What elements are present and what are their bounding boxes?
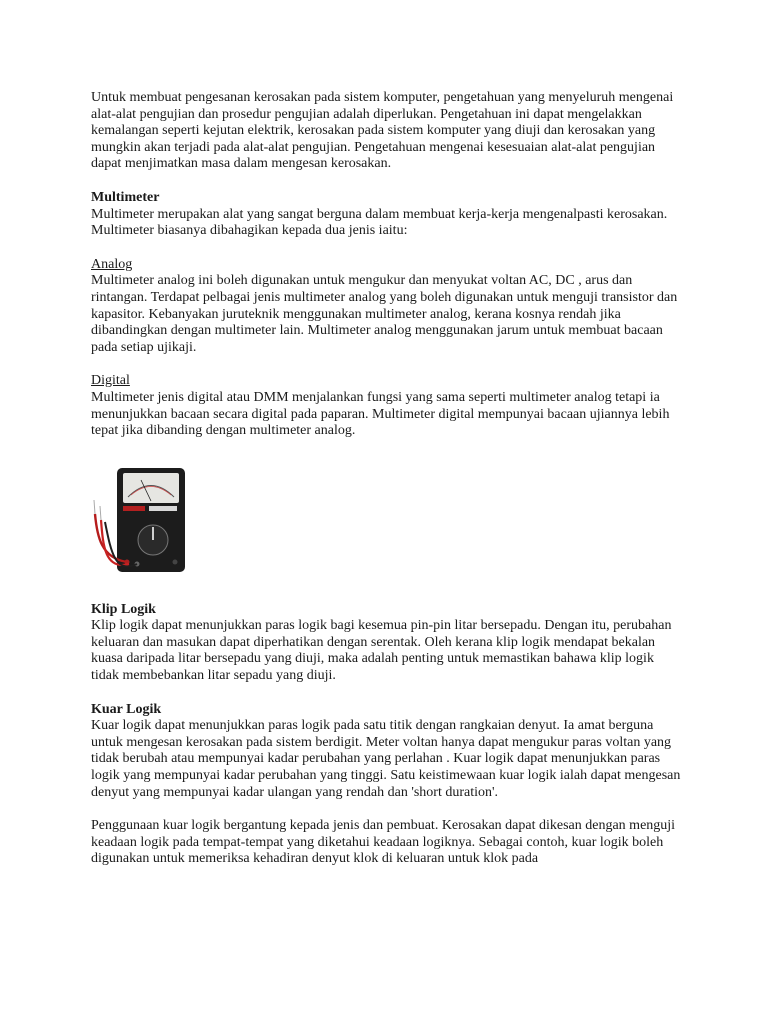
multimeter-heading: Multimeter [91, 189, 160, 205]
kuar-logik-paragraph: Kuar logik dapat menunjukkan paras logik pada satu titik dengan rangkaian denyut. Ia amat berguna untuk mengesan kerosakan pada sistem berdigit. Meter voltan hanya dapat mengukur paras voltan yang tidak berubah atau mempunyai kadar perubahan yang perlahan . Kuar logik dapat menunjukkan paras logik yang mempunyai kadar perubahan yang tinggi. Satu keistimewaan kuar logik ialah dapat mengesan denyut yang mempunyai kadar ulangan yang rendah dan 'short duration'. [91, 718, 681, 800]
analog-paragraph: Multimeter analog ini boleh digunakan untuk mengukur dan menyukat voltan AC, DC , arus dan rintangan. Terdapat pelbagai jenis multimeter analog yang boleh digunakan untuk menguji transistor dan kapasitor. Kebanyakan juruteknik menggunakan multimeter analog, kerana kosnya rendah jika dibandingkan dengan multimeter lain. Multimeter analog menggunakan jarum untuk membuat bacaan pada setiap ujikaji. [91, 273, 678, 355]
klip-logik-paragraph: Klip logik dapat menunjukkan paras logik bagi kesemua pin-pin litar bersepadu. Dengan itu, perubahan keluaran dan masukan dapat diperhatikan dengan serentak. Oleh kerana klip logik mendapat bekalan kuasa daripada litar bersepadu yang diuji, maka adalah penting untuk memastikan bahawa klip logik tidak membebankan litar sepadu yang diuji. [91, 618, 672, 684]
document-content [91, 90, 683, 868]
digital-heading-text: Digital [91, 373, 130, 389]
digital-paragraph: Multimeter jenis digital atau DMM menjalankan fungsi yang sama seperti multimeter analog tetapi ia menunjukkan bacaan secara digital pada paparan. Multimeter digital mempunyai bacaan ujiannya lebih tepat jika dibanding dengan multimeter analog. [91, 389, 670, 439]
intro-paragraph: Untuk membuat pengesanan kerosakan pada sistem komputer, pengetahuan yang menyeluruh mengenai alat-alat pengujian dan prosedur pengujian adalah diperlukan. Pengetahuan ini dapat mengelakkan kemalangan seperti kejutan elektrik, kerosakan pada sistem komputer yang diuji dan kerosakan yang mungkin akan terjadi pada alat-alat pengujian. Pengetahuan mengenai kesesuaian alat-alat pengujian dapat menjimatkan masa dalam mengesan kerosakan. [91, 90, 674, 172]
multimeter-paragraph: Multimeter merupakan alat yang sangat berguna dalam membuat kerja-kerja mengenalpasti kerosakan. Multimeter biasanya dibahagikan kepada dua jenis iaitu: [91, 206, 668, 239]
kuar-logik-paragraph-2: Penggunaan kuar logik bergantung kepada jenis dan pembuat. Kerosakan dapat dikesan dengan menguji keadaan logik pada tempat-tempat yang diketahui keadaan logiknya. Sebagai contoh, kuar logik boleh digunakan untuk memeriksa kehadiran denyut klok di keluaran untuk klok pada [91, 818, 676, 867]
kuar-logik-heading: Kuar Logik [91, 701, 162, 717]
analog-heading-text: Analog [91, 256, 133, 272]
analog-heading [91, 257, 683, 274]
digital-heading [91, 373, 683, 390]
klip-logik-heading: Klip Logik [91, 601, 156, 617]
multimeter-photo [91, 462, 187, 580]
